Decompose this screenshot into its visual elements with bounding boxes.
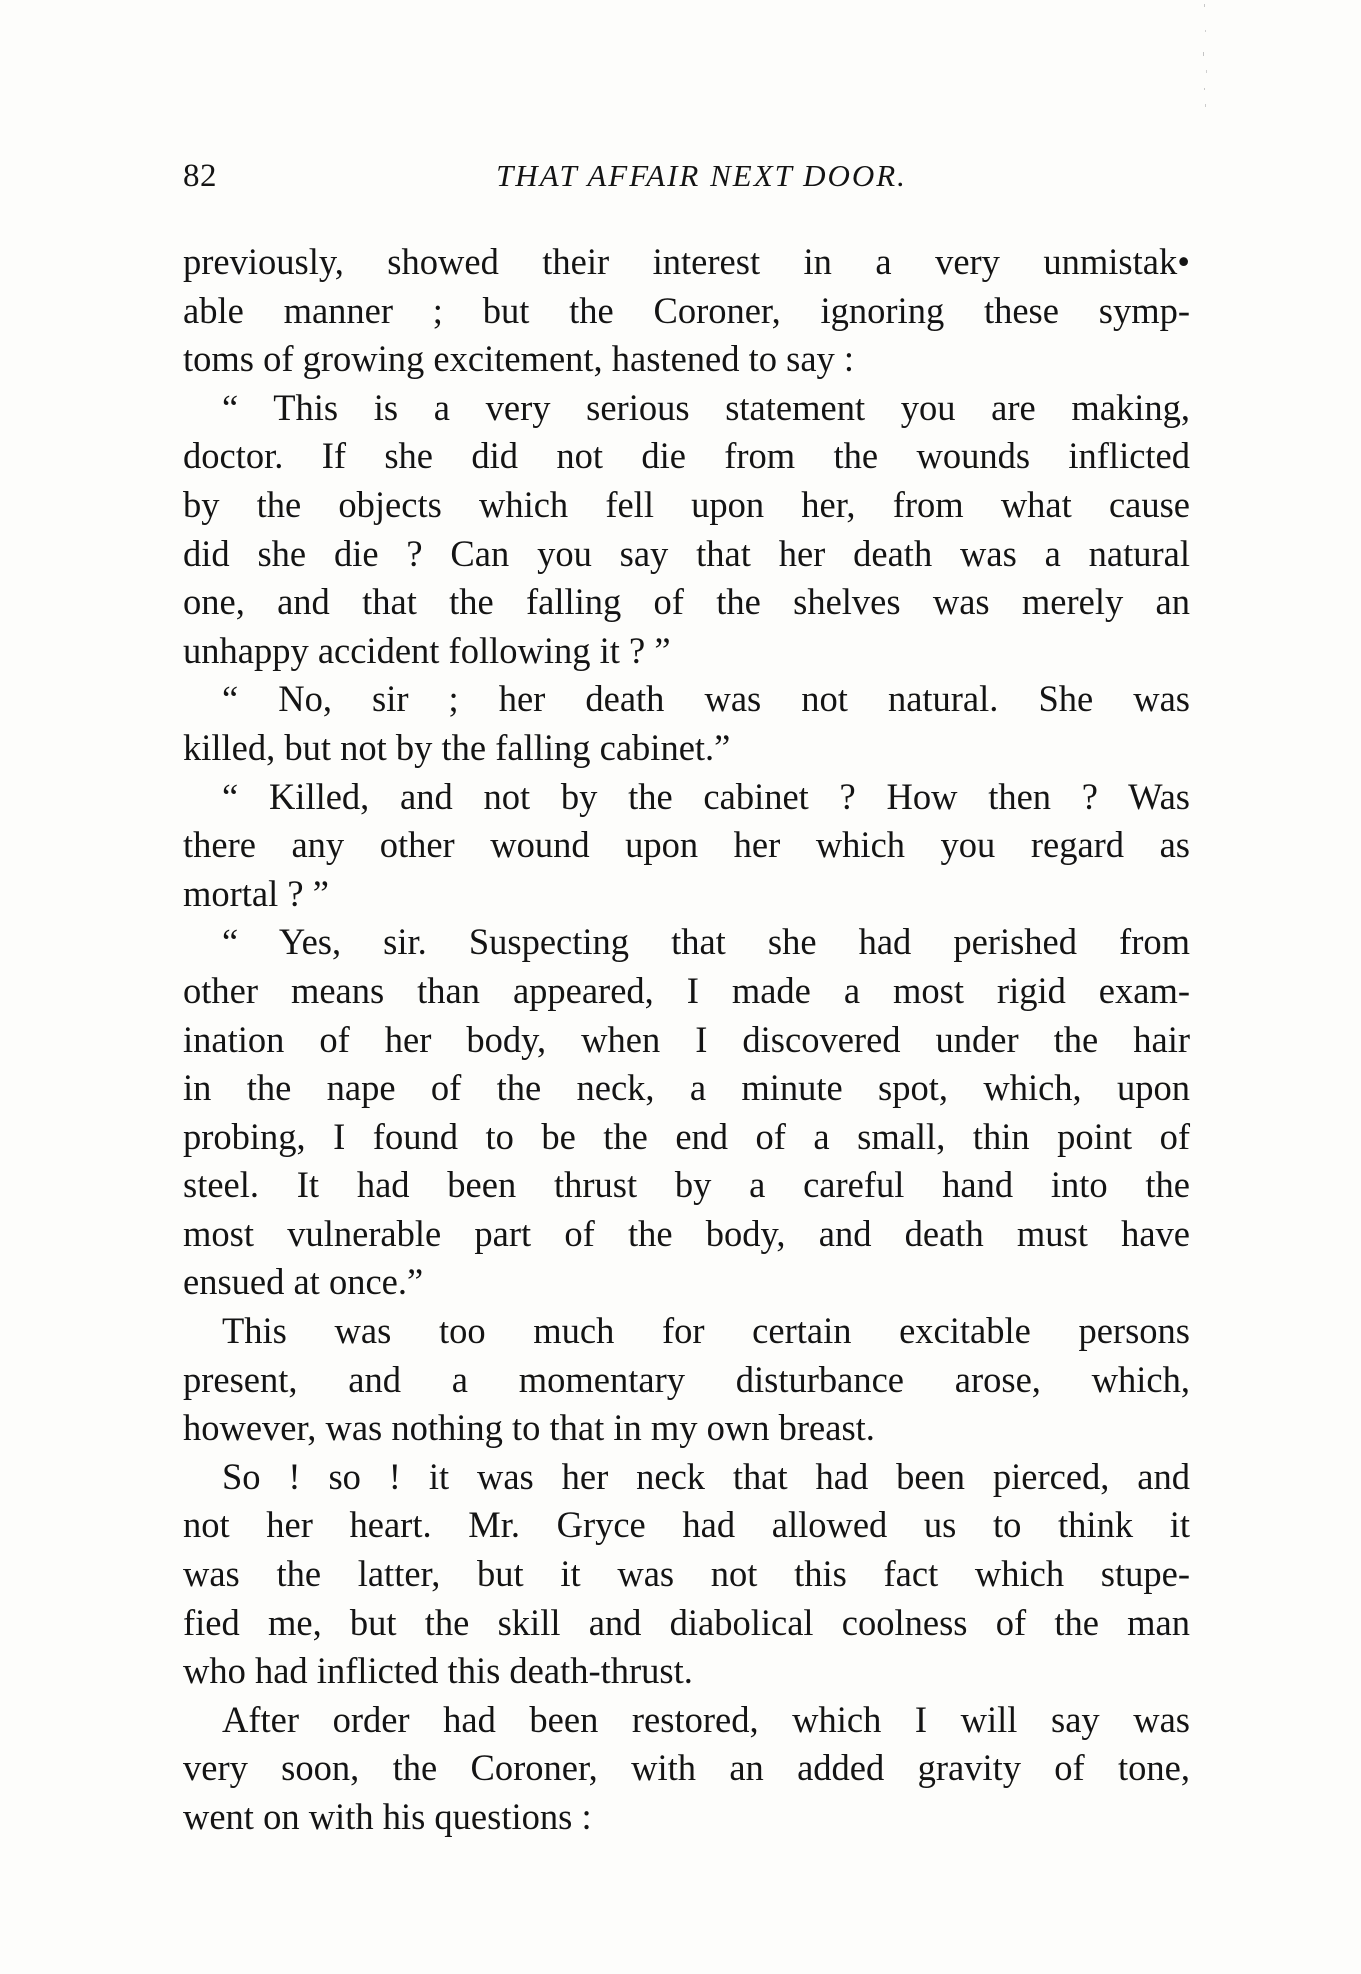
paragraph: [183, 238, 1190, 384]
text-line: mortal ? ”: [183, 872, 329, 914]
text-line: by the objects which fell upon her, from what cause: [183, 483, 1190, 525]
text-line: did she die ? Can you say that her death was a natural: [183, 532, 1190, 574]
text-line: ination of her body, when I discovered under the hair: [183, 1018, 1190, 1060]
paragraph: [183, 773, 1190, 919]
text-line: killed, but not by the falling cabinet.”: [183, 726, 731, 768]
text-line: who had inflicted this death-thrust.: [183, 1650, 693, 1692]
paragraph: [183, 1453, 1190, 1696]
page-number: 82: [183, 158, 217, 194]
text-line: other means than appeared, I made a most rigid exam-: [183, 969, 1190, 1011]
text-line: previously, showed their interest in a very unmistak•: [183, 241, 1190, 282]
paragraph: [183, 1696, 1190, 1842]
text-line: probing, I found to be the end of a small, thin point of: [183, 1115, 1190, 1157]
text-line: toms of growing excitement, hastened to say :: [183, 338, 855, 380]
text-line: present, and a momentary disturbance arose, which,: [183, 1358, 1190, 1400]
text-line: unhappy accident following it ? ”: [183, 629, 671, 671]
text-line: So ! so ! it was her neck that had been pierced, and: [222, 1455, 1190, 1497]
text-line: able manner ; but the Coroner, ignoring these symp-: [183, 289, 1190, 331]
text-line: “ No, sir ; her death was not natural. She was: [222, 678, 1190, 720]
text-line: doctor. If she did not die from the wounds inflicted: [183, 435, 1190, 477]
text-line: was the latter, but it was not this fact which stupe-: [183, 1553, 1190, 1595]
text-line: “ Killed, and not by the cabinet ? How then ? Was: [222, 775, 1190, 817]
text-line: however, was nothing to that in my own breast.: [183, 1407, 875, 1449]
text-line: “ Yes, sir. Suspecting that she had perished from: [222, 921, 1190, 963]
text-line: went on with his questions :: [183, 1796, 592, 1837]
text-line: steel. It had been thrust by a careful hand into the: [183, 1164, 1190, 1206]
text-line: one, and that the falling of the shelves was merely an: [183, 581, 1190, 623]
text-line: most vulnerable part of the body, and death must have: [183, 1212, 1190, 1254]
text-line: This was too much for certain excitable persons: [222, 1310, 1190, 1352]
scan-margin-specks: [1195, 0, 1215, 160]
paragraph: [183, 1307, 1190, 1453]
text-line: in the nape of the neck, a minute spot, which, upon: [183, 1067, 1190, 1109]
text-line: very soon, the Coroner, with an added gravity of tone,: [183, 1747, 1190, 1789]
paragraph: [183, 384, 1190, 676]
scan-speck-marks: [1195, 0, 1215, 160]
running-head: [183, 158, 1190, 208]
text-line: “ This is a very serious statement you are making,: [222, 386, 1190, 428]
paragraph: [183, 918, 1190, 1307]
text-line: not her heart. Mr. Gryce had allowed us to think it: [183, 1504, 1190, 1546]
paragraph: [183, 675, 1190, 772]
text-line: fied me, but the skill and diabolical coolness of the man: [183, 1601, 1190, 1643]
body-text: [183, 238, 1190, 1842]
running-title: THAT AFFAIR NEXT DOOR.: [496, 158, 907, 193]
text-line: there any other wound upon her which you regard as: [183, 824, 1190, 866]
text-line: After order had been restored, which I will say was: [222, 1698, 1190, 1740]
text-line: ensued at once.”: [183, 1261, 424, 1303]
